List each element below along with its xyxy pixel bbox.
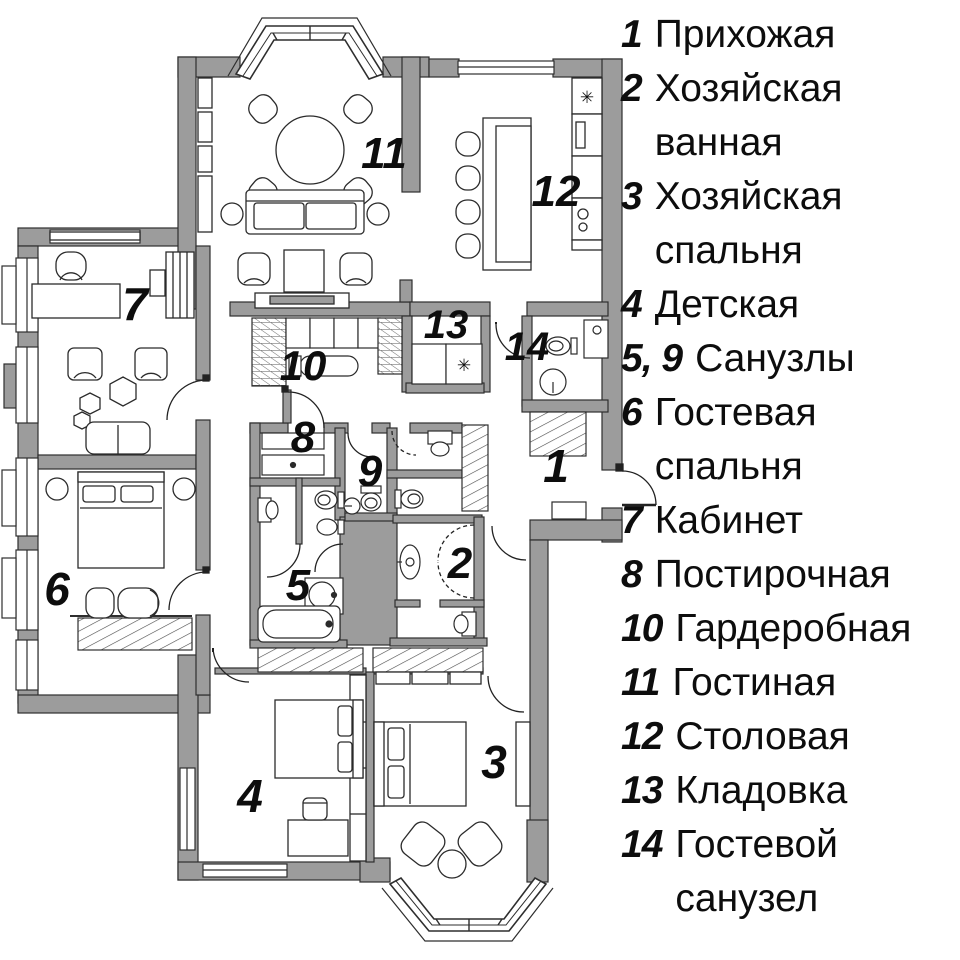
- label-storage: 13: [423, 303, 469, 347]
- living-room-furniture: [198, 78, 389, 308]
- legend-label: Кабинет: [654, 499, 804, 542]
- legend-number: 11: [621, 661, 660, 704]
- appliance-icon: ✳: [579, 88, 595, 108]
- appliance-icon: ✳: [456, 356, 472, 376]
- label-master-bath: 2: [447, 539, 473, 588]
- legend-label: Гостевая спальня: [654, 391, 817, 488]
- office-furniture: [32, 232, 194, 454]
- label-children-room: 4: [237, 770, 263, 822]
- legend-item: [621, 8, 957, 62]
- legend-number: 7: [621, 499, 642, 542]
- label-office: 7: [122, 278, 148, 330]
- legend-label: Гардеробная: [675, 607, 912, 650]
- legend-number: 8: [621, 553, 642, 596]
- label-laundry: 8: [290, 413, 316, 462]
- legend-item: [621, 656, 957, 710]
- legend-number: 6: [621, 391, 642, 434]
- legend-label: Санузлы: [695, 337, 855, 380]
- wardrobe-room-furniture: [252, 318, 402, 386]
- guest-wc-fixtures: [540, 320, 608, 395]
- legend-number: 14: [621, 823, 663, 866]
- legend-label: Хозяйская ванная: [654, 67, 843, 164]
- legend-item: [621, 386, 957, 494]
- legend-number: 2: [621, 67, 642, 110]
- bay-window-top: [228, 18, 391, 79]
- bay-window-bottom: [382, 878, 553, 941]
- legend-item: [621, 332, 957, 386]
- legend-number: 12: [621, 715, 663, 758]
- legend-label: Хозяйская спальня: [654, 175, 843, 272]
- legend-label: Гостевой санузел: [675, 823, 838, 920]
- children-room-furniture: [275, 675, 366, 861]
- legend-label: Столовая: [675, 715, 850, 758]
- legend-label: Детская: [654, 283, 800, 326]
- legend-label: Кладовка: [675, 769, 848, 812]
- legend-label: Постирочная: [654, 553, 891, 596]
- label-wc-9: 9: [357, 447, 383, 496]
- label-master-bedroom: 3: [481, 736, 507, 788]
- legend-label: Гостиная: [672, 661, 837, 704]
- legend-item: [621, 170, 957, 278]
- legend: [621, 8, 957, 926]
- legend-item: [621, 548, 957, 602]
- legend-label: Прихожая: [654, 13, 836, 56]
- label-living-room: 11: [361, 129, 407, 178]
- legend-item: [621, 278, 957, 332]
- legend-number: 13: [621, 769, 663, 812]
- label-dining-room: 12: [531, 167, 581, 216]
- legend-number: 4: [621, 283, 642, 326]
- legend-number: 3: [621, 175, 642, 218]
- legend-item: [621, 764, 957, 818]
- legend-item: [621, 710, 957, 764]
- legend-number: 1: [621, 13, 642, 56]
- legend-number: 5, 9: [621, 337, 683, 380]
- label-bathroom-5: 5: [285, 561, 311, 610]
- legend-item: [621, 602, 957, 656]
- storage-furniture: [412, 344, 482, 384]
- legend-item: [621, 818, 957, 926]
- label-guest-wc: 14: [504, 325, 550, 369]
- label-guest-bedroom: 6: [44, 563, 70, 615]
- hallway-furniture: [552, 502, 586, 519]
- legend-item: [621, 494, 957, 548]
- label-wardrobe-room: 10: [279, 342, 327, 389]
- label-hallway: 1: [543, 440, 569, 492]
- legend-item: [621, 62, 957, 170]
- legend-number: 10: [621, 607, 663, 650]
